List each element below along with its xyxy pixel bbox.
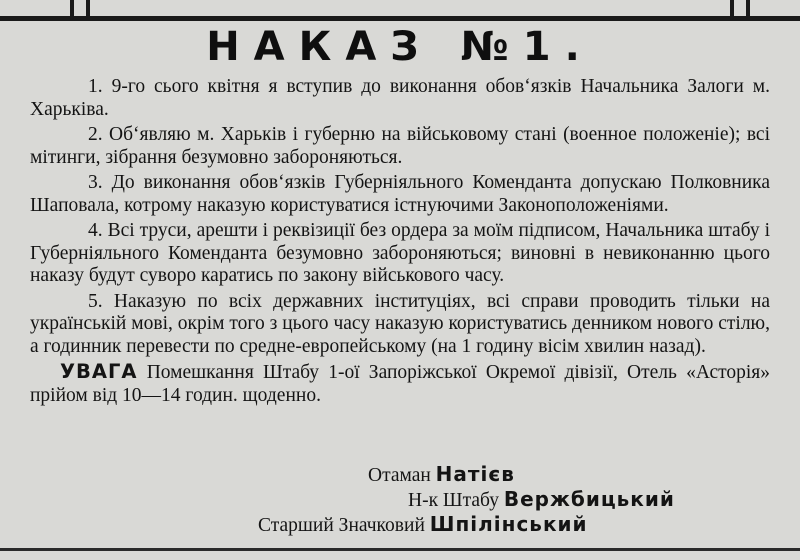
frame-post (746, 0, 750, 18)
order-body (30, 76, 770, 407)
order-paragraph-2: 2. Об‘являю м. Харьків і губерню на військовому стані (военное положеніе); всі мітинги, зібрання безумовно забороняються. (30, 124, 770, 168)
signature-title: Н-к Штабу (408, 490, 499, 511)
signature-name: Вержбицький (503, 487, 675, 511)
signature-senior-standard-bearer (258, 512, 588, 537)
top-frame-border (0, 0, 800, 26)
order-paragraph-4: 4. Всі труси, арешти і реквізиції без ордера за моїм підписом, Начальника штабу і Губерніяльного Коменданта безумовно забороняються; виновні в невиконанню цього наказу будут суворо каратись по закону військового часу. (30, 220, 770, 286)
bottom-rule (0, 548, 800, 551)
signature-title: Отаман (368, 465, 431, 486)
signature-chief-of-staff (408, 487, 675, 512)
order-paragraph-5: 5. Наказую по всіх державних інституціях, всі справи проводить тільки на українській мові, окрім того з цього часу наказую користуватись денником нового стілю, а годинник перевести по средне-европейському (на 1 годину вісім хвилин назад). (30, 290, 770, 357)
signature-name: Натієв (435, 462, 515, 486)
notice (30, 361, 770, 407)
frame-post (730, 0, 734, 18)
top-rule (0, 16, 800, 21)
frame-post (86, 0, 90, 18)
order-title: НАКАЗ №1. (206, 24, 594, 70)
signature-title: Старший Значковий (258, 515, 425, 536)
notice-text: Помешкання Штабу 1-ої Запоріжської Окремої дівізії, Отель «Асторія» прійом від 10—14 годин. щоденно. (30, 362, 770, 406)
frame-post (70, 0, 74, 18)
signature-name: Шпілінський (429, 512, 588, 536)
notice-label: УВАГА (60, 360, 138, 383)
signature-otaman (368, 462, 515, 487)
order-paragraph-3: 3. До виконання обов‘язків Губерніяльного Коменданта допускаю Полковника Шаповала, котрому наказую користуватися істнуючими Законоположеніями. (30, 172, 770, 216)
order-paragraph-1: 1. 9-го сього квітня я вступив до виконання обов‘язків Начальника Залоги м. Харьківа. (30, 76, 770, 120)
